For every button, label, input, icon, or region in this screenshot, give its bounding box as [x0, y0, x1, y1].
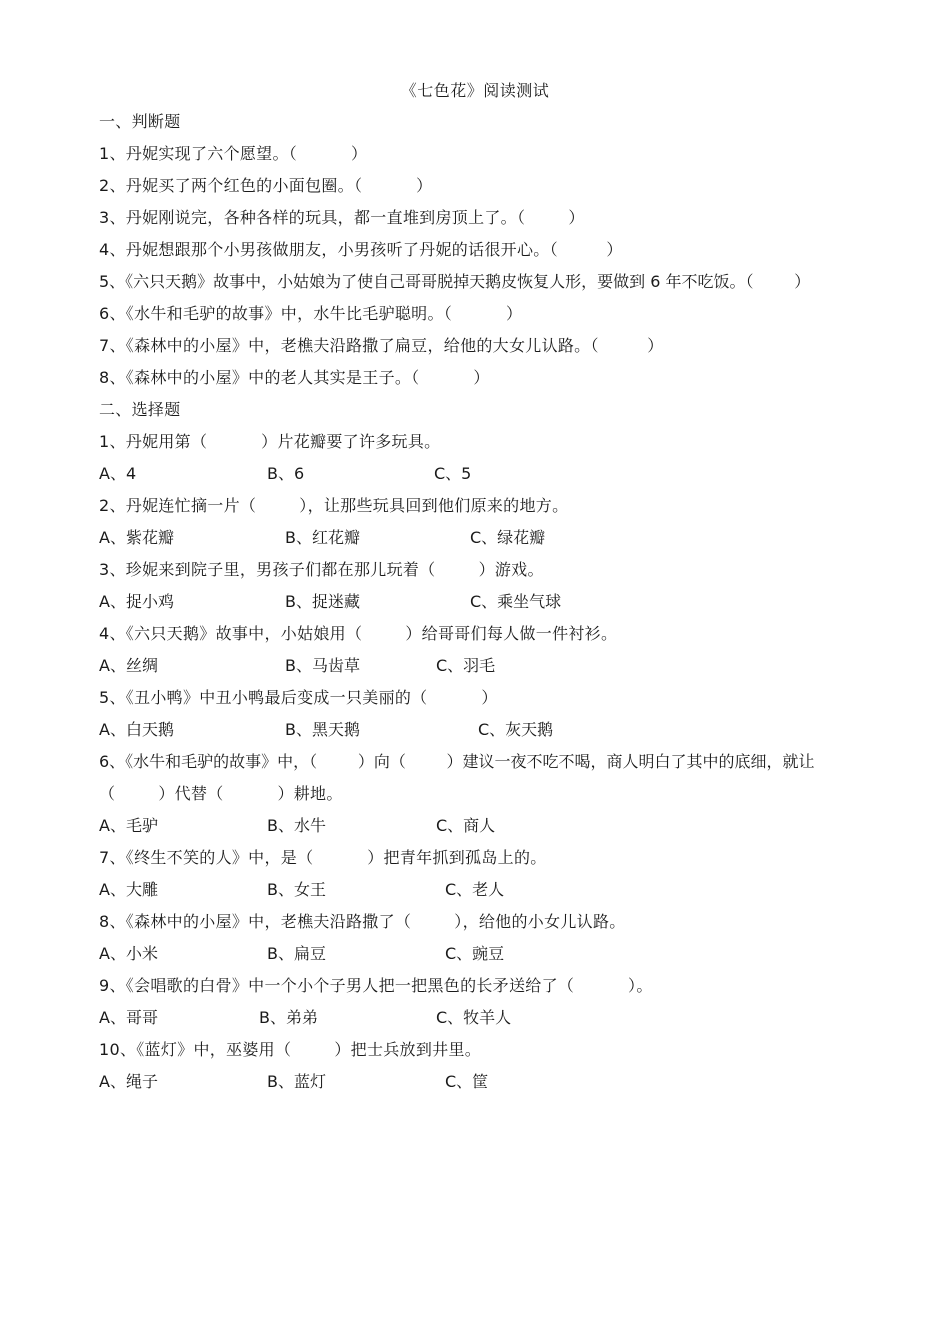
option-c: C、牧羊人	[436, 1008, 512, 1027]
true-false-item-7: 7、《森林中的小屋》中，老樵夫沿路撒了扁豆，给他的大女儿认路。（ ）	[99, 336, 664, 355]
option-a: A、绳子	[99, 1072, 158, 1091]
option-c: C、羽毛	[436, 656, 496, 675]
true-false-item-3: 3、丹妮刚说完，各种各样的玩具，都一直堆到房顶上了。（ ）	[99, 208, 585, 227]
option-a: A、哥哥	[99, 1008, 158, 1027]
option-b: B、蓝灯	[267, 1072, 326, 1091]
page-title: 《七色花》阅读测试	[400, 81, 550, 100]
option-c: C、商人	[436, 816, 496, 835]
option-b: B、马齿草	[285, 656, 360, 675]
true-false-item-6: 6、《水牛和毛驴的故事》中，水牛比毛驴聪明。（ ）	[99, 304, 523, 323]
option-b: B、扁豆	[267, 944, 326, 963]
option-c: C、筐	[445, 1072, 489, 1091]
option-c: C、绿花瓣	[470, 528, 546, 547]
option-a: A、丝绸	[99, 656, 158, 675]
option-b: B、水牛	[267, 816, 326, 835]
true-false-item-8: 8、《森林中的小屋》中的老人其实是王子。（ ）	[99, 368, 490, 387]
option-a: A、紫花瓣	[99, 528, 174, 547]
choice-question-5: 5、《丑小鸭》中丑小鸭最后变成一只美丽的（ ）	[99, 688, 498, 707]
choice-question-4: 4、《六只天鹅》故事中，小姑娘用（ ）给哥哥们每人做一件衬衫。	[99, 624, 618, 643]
option-b: B、6	[267, 464, 305, 483]
choice-question-1: 1、丹妮用第（ ）片花瓣要了许多玩具。	[99, 432, 441, 451]
option-a: A、4	[99, 464, 137, 483]
option-a: A、大雕	[99, 880, 158, 899]
true-false-item-2: 2、丹妮买了两个红色的小面包圈。（ ）	[99, 176, 433, 195]
option-c: C、豌豆	[445, 944, 505, 963]
choice-question-9: 9、《会唱歌的白骨》中一个小个子男人把一把黑色的长矛送给了（ ）。	[99, 976, 653, 995]
option-c: C、灰天鹅	[478, 720, 554, 739]
choice-question-10: 10、《蓝灯》中，巫婆用（ ）把士兵放到井里。	[99, 1040, 482, 1059]
choice-question-6: 6、《水牛和毛驴的故事》中，（ ）向（ ）建议一夜不吃不喝，商人明白了其中的底细，就让	[99, 752, 815, 771]
section-heading-multiple-choice: 二、选择题	[99, 400, 181, 419]
option-a: A、小米	[99, 944, 158, 963]
option-c: C、乘坐气球	[470, 592, 562, 611]
option-b: B、女王	[267, 880, 326, 899]
option-b: B、黑天鹅	[285, 720, 360, 739]
option-c: C、老人	[445, 880, 505, 899]
option-b: B、弟弟	[259, 1008, 318, 1027]
choice-question-6-continued: （ ）代替（ ）耕地。	[99, 784, 343, 803]
option-a: A、白天鹅	[99, 720, 174, 739]
true-false-item-4: 4、丹妮想跟那个小男孩做朋友，小男孩听了丹妮的话很开心。（ ）	[99, 240, 623, 259]
option-c: C、5	[434, 464, 472, 483]
choice-question-7: 7、《终生不笑的人》中，是（ ）把青年抓到孤岛上的。	[99, 848, 547, 867]
option-b: B、捉迷藏	[285, 592, 360, 611]
option-a: A、捉小鸡	[99, 592, 174, 611]
choice-question-2: 2、丹妮连忙摘一片（ ），让那些玩具回到他们原来的地方。	[99, 496, 569, 515]
choice-question-8: 8、《森林中的小屋》中，老樵夫沿路撒了（ ），给他的小女儿认路。	[99, 912, 626, 931]
true-false-item-1: 1、丹妮实现了六个愿望。（ ）	[99, 144, 368, 163]
option-a: A、毛驴	[99, 816, 158, 835]
choice-question-3: 3、珍妮来到院子里，男孩子们都在那儿玩着（ ）游戏。	[99, 560, 544, 579]
option-b: B、红花瓣	[285, 528, 360, 547]
true-false-item-5: 5、《六只天鹅》故事中，小姑娘为了使自己哥哥脱掉天鹅皮恢复人形，要做到 6 年不吃饭。（ ）	[99, 272, 811, 291]
section-heading-true-false: 一、判断题	[99, 112, 181, 131]
